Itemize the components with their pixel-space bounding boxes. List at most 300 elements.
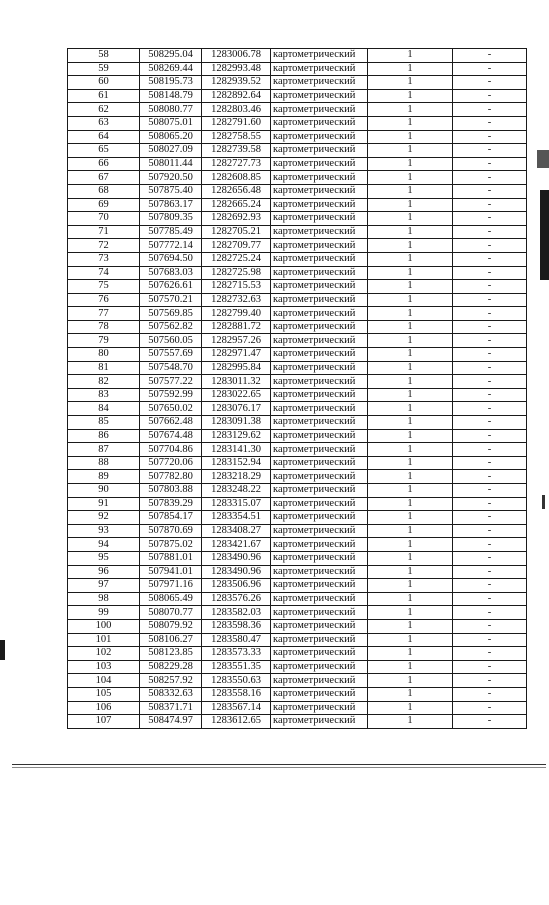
table-row (68, 375, 527, 389)
method-cell: картометрический (271, 252, 368, 266)
accuracy-cell: 1 (368, 456, 453, 470)
y-coordinate-cell: 1283408.27 (202, 524, 271, 538)
x-coordinate-cell: 507570.21 (140, 293, 202, 307)
point-number-cell: 84 (68, 402, 140, 416)
accuracy-cell: 1 (368, 579, 453, 593)
method-cell: картометрический (271, 361, 368, 375)
y-coordinate-cell: 1283576.26 (202, 592, 271, 606)
x-coordinate-cell: 508257.92 (140, 674, 202, 688)
table-row (68, 225, 527, 239)
method-cell: картометрический (271, 443, 368, 457)
note-cell: - (453, 116, 527, 130)
x-coordinate-cell: 507674.48 (140, 429, 202, 443)
method-cell: картометрический (271, 49, 368, 63)
method-cell: картометрический (271, 320, 368, 334)
accuracy-cell: 1 (368, 538, 453, 552)
coordinates-table (67, 48, 527, 729)
table-row (68, 416, 527, 430)
accuracy-cell: 1 (368, 266, 453, 280)
table-row (68, 49, 527, 63)
note-cell: - (453, 443, 527, 457)
x-coordinate-cell: 507875.02 (140, 538, 202, 552)
table-row (68, 130, 527, 144)
table-row (68, 320, 527, 334)
method-cell: картометрический (271, 647, 368, 661)
x-coordinate-cell: 507662.48 (140, 416, 202, 430)
accuracy-cell: 1 (368, 484, 453, 498)
x-coordinate-cell: 507803.88 (140, 484, 202, 498)
table-row (68, 280, 527, 294)
x-coordinate-cell: 507577.22 (140, 375, 202, 389)
x-coordinate-cell: 508075.01 (140, 116, 202, 130)
note-cell: - (453, 633, 527, 647)
y-coordinate-cell: 1283490.96 (202, 565, 271, 579)
table-row (68, 171, 527, 185)
accuracy-cell: 1 (368, 144, 453, 158)
y-coordinate-cell: 1282995.84 (202, 361, 271, 375)
point-number-cell: 77 (68, 307, 140, 321)
bottom-rule (12, 764, 546, 765)
note-cell: - (453, 701, 527, 715)
x-coordinate-cell: 507941.01 (140, 565, 202, 579)
accuracy-cell: 1 (368, 76, 453, 90)
y-coordinate-cell: 1283551.35 (202, 660, 271, 674)
point-number-cell: 62 (68, 103, 140, 117)
table-row (68, 361, 527, 375)
note-cell: - (453, 361, 527, 375)
table-row (68, 103, 527, 117)
x-coordinate-cell: 508106.27 (140, 633, 202, 647)
accuracy-cell: 1 (368, 348, 453, 362)
point-number-cell: 65 (68, 144, 140, 158)
point-number-cell: 76 (68, 293, 140, 307)
x-coordinate-cell: 508065.20 (140, 130, 202, 144)
point-number-cell: 69 (68, 198, 140, 212)
x-coordinate-cell: 507704.86 (140, 443, 202, 457)
table-row (68, 212, 527, 226)
table-row (68, 565, 527, 579)
method-cell: картометрический (271, 687, 368, 701)
scan-artifact-right-long (540, 190, 549, 280)
point-number-cell: 87 (68, 443, 140, 457)
table-row (68, 76, 527, 90)
table-row (68, 157, 527, 171)
point-number-cell: 71 (68, 225, 140, 239)
y-coordinate-cell: 1283248.22 (202, 484, 271, 498)
accuracy-cell: 1 (368, 225, 453, 239)
y-coordinate-cell: 1283076.17 (202, 402, 271, 416)
y-coordinate-cell: 1282608.85 (202, 171, 271, 185)
method-cell: картометрический (271, 293, 368, 307)
table-row (68, 701, 527, 715)
note-cell: - (453, 252, 527, 266)
x-coordinate-cell: 508148.79 (140, 89, 202, 103)
note-cell: - (453, 538, 527, 552)
note-cell: - (453, 62, 527, 76)
accuracy-cell: 1 (368, 307, 453, 321)
point-number-cell: 59 (68, 62, 140, 76)
y-coordinate-cell: 1282892.64 (202, 89, 271, 103)
accuracy-cell: 1 (368, 443, 453, 457)
accuracy-cell: 1 (368, 49, 453, 63)
note-cell: - (453, 388, 527, 402)
method-cell: картометрический (271, 579, 368, 593)
point-number-cell: 72 (68, 239, 140, 253)
table-row (68, 402, 527, 416)
table-row (68, 715, 527, 729)
x-coordinate-cell: 507548.70 (140, 361, 202, 375)
table-row (68, 660, 527, 674)
x-coordinate-cell: 508295.04 (140, 49, 202, 63)
point-number-cell: 63 (68, 116, 140, 130)
accuracy-cell: 1 (368, 660, 453, 674)
y-coordinate-cell: 1283091.38 (202, 416, 271, 430)
method-cell: картометрический (271, 592, 368, 606)
x-coordinate-cell: 508332.63 (140, 687, 202, 701)
method-cell: картометрический (271, 89, 368, 103)
note-cell: - (453, 429, 527, 443)
accuracy-cell: 1 (368, 212, 453, 226)
method-cell: картометрический (271, 171, 368, 185)
y-coordinate-cell: 1282881.72 (202, 320, 271, 334)
point-number-cell: 91 (68, 497, 140, 511)
accuracy-cell: 1 (368, 647, 453, 661)
accuracy-cell: 1 (368, 130, 453, 144)
point-number-cell: 83 (68, 388, 140, 402)
y-coordinate-cell: 1283218.29 (202, 470, 271, 484)
table-row (68, 484, 527, 498)
note-cell: - (453, 416, 527, 430)
method-cell: картометрический (271, 103, 368, 117)
method-cell: картометрический (271, 660, 368, 674)
note-cell: - (453, 184, 527, 198)
point-number-cell: 103 (68, 660, 140, 674)
y-coordinate-cell: 1282993.48 (202, 62, 271, 76)
y-coordinate-cell: 1283558.16 (202, 687, 271, 701)
accuracy-cell: 1 (368, 103, 453, 117)
y-coordinate-cell: 1283580.47 (202, 633, 271, 647)
x-coordinate-cell: 507839.29 (140, 497, 202, 511)
coordinates-table-body (68, 49, 527, 729)
point-number-cell: 61 (68, 89, 140, 103)
y-coordinate-cell: 1282799.40 (202, 307, 271, 321)
method-cell: картометрический (271, 715, 368, 729)
point-number-cell: 89 (68, 470, 140, 484)
note-cell: - (453, 606, 527, 620)
note-cell: - (453, 660, 527, 674)
x-coordinate-cell: 507920.50 (140, 171, 202, 185)
method-cell: картометрический (271, 116, 368, 130)
method-cell: картометрический (271, 76, 368, 90)
x-coordinate-cell: 507626.61 (140, 280, 202, 294)
method-cell: картометрический (271, 497, 368, 511)
table-row (68, 633, 527, 647)
x-coordinate-cell: 507809.35 (140, 212, 202, 226)
accuracy-cell: 1 (368, 701, 453, 715)
note-cell: - (453, 687, 527, 701)
table-row (68, 184, 527, 198)
point-number-cell: 66 (68, 157, 140, 171)
y-coordinate-cell: 1282725.24 (202, 252, 271, 266)
point-number-cell: 94 (68, 538, 140, 552)
method-cell: картометрический (271, 130, 368, 144)
note-cell: - (453, 402, 527, 416)
method-cell: картометрический (271, 280, 368, 294)
table-row (68, 266, 527, 280)
method-cell: картометрический (271, 334, 368, 348)
accuracy-cell: 1 (368, 416, 453, 430)
note-cell: - (453, 715, 527, 729)
accuracy-cell: 1 (368, 715, 453, 729)
point-number-cell: 101 (68, 633, 140, 647)
y-coordinate-cell: 1283152.94 (202, 456, 271, 470)
method-cell: картометрический (271, 402, 368, 416)
method-cell: картометрический (271, 674, 368, 688)
table-row (68, 348, 527, 362)
accuracy-cell: 1 (368, 89, 453, 103)
note-cell: - (453, 171, 527, 185)
accuracy-cell: 1 (368, 619, 453, 633)
y-coordinate-cell: 1283506.96 (202, 579, 271, 593)
x-coordinate-cell: 508229.28 (140, 660, 202, 674)
point-number-cell: 80 (68, 348, 140, 362)
point-number-cell: 107 (68, 715, 140, 729)
note-cell: - (453, 76, 527, 90)
note-cell: - (453, 49, 527, 63)
point-number-cell: 99 (68, 606, 140, 620)
method-cell: картометрический (271, 307, 368, 321)
y-coordinate-cell: 1282971.47 (202, 348, 271, 362)
y-coordinate-cell: 1282791.60 (202, 116, 271, 130)
accuracy-cell: 1 (368, 511, 453, 525)
x-coordinate-cell: 507592.99 (140, 388, 202, 402)
x-coordinate-cell: 507562.82 (140, 320, 202, 334)
note-cell: - (453, 157, 527, 171)
scan-artifact-right-small (542, 495, 545, 509)
point-number-cell: 70 (68, 212, 140, 226)
method-cell: картометрический (271, 225, 368, 239)
note-cell: - (453, 497, 527, 511)
point-number-cell: 93 (68, 524, 140, 538)
accuracy-cell: 1 (368, 171, 453, 185)
method-cell: картометрический (271, 239, 368, 253)
y-coordinate-cell: 1282732.63 (202, 293, 271, 307)
y-coordinate-cell: 1283141.30 (202, 443, 271, 457)
accuracy-cell: 1 (368, 239, 453, 253)
accuracy-cell: 1 (368, 388, 453, 402)
accuracy-cell: 1 (368, 674, 453, 688)
y-coordinate-cell: 1283573.33 (202, 647, 271, 661)
scan-artifact-right-top (537, 150, 549, 168)
table-row (68, 144, 527, 158)
y-coordinate-cell: 1283129.62 (202, 429, 271, 443)
note-cell: - (453, 456, 527, 470)
x-coordinate-cell: 508269.44 (140, 62, 202, 76)
note-cell: - (453, 619, 527, 633)
point-number-cell: 68 (68, 184, 140, 198)
table-row (68, 497, 527, 511)
note-cell: - (453, 89, 527, 103)
point-number-cell: 86 (68, 429, 140, 443)
point-number-cell: 98 (68, 592, 140, 606)
note-cell: - (453, 320, 527, 334)
table-row (68, 674, 527, 688)
point-number-cell: 92 (68, 511, 140, 525)
y-coordinate-cell: 1283315.07 (202, 497, 271, 511)
point-number-cell: 90 (68, 484, 140, 498)
method-cell: картометрический (271, 184, 368, 198)
point-number-cell: 74 (68, 266, 140, 280)
note-cell: - (453, 511, 527, 525)
y-coordinate-cell: 1283582.03 (202, 606, 271, 620)
x-coordinate-cell: 507971.16 (140, 579, 202, 593)
x-coordinate-cell: 508371.71 (140, 701, 202, 715)
accuracy-cell: 1 (368, 551, 453, 565)
table-row (68, 89, 527, 103)
point-number-cell: 106 (68, 701, 140, 715)
point-number-cell: 88 (68, 456, 140, 470)
note-cell: - (453, 212, 527, 226)
y-coordinate-cell: 1283567.14 (202, 701, 271, 715)
accuracy-cell: 1 (368, 606, 453, 620)
y-coordinate-cell: 1282709.77 (202, 239, 271, 253)
method-cell: картометрический (271, 388, 368, 402)
method-cell: картометрический (271, 62, 368, 76)
method-cell: картометрический (271, 144, 368, 158)
point-number-cell: 96 (68, 565, 140, 579)
y-coordinate-cell: 1282665.24 (202, 198, 271, 212)
y-coordinate-cell: 1282957.26 (202, 334, 271, 348)
accuracy-cell: 1 (368, 687, 453, 701)
table-row (68, 511, 527, 525)
x-coordinate-cell: 508011.44 (140, 157, 202, 171)
accuracy-cell: 1 (368, 198, 453, 212)
method-cell: картометрический (271, 157, 368, 171)
note-cell: - (453, 579, 527, 593)
table-row (68, 62, 527, 76)
accuracy-cell: 1 (368, 280, 453, 294)
table-row (68, 606, 527, 620)
table-row (68, 293, 527, 307)
table-row (68, 307, 527, 321)
method-cell: картометрический (271, 511, 368, 525)
point-number-cell: 60 (68, 76, 140, 90)
method-cell: картометрический (271, 470, 368, 484)
point-number-cell: 100 (68, 619, 140, 633)
point-number-cell: 58 (68, 49, 140, 63)
point-number-cell: 64 (68, 130, 140, 144)
method-cell: картометрический (271, 565, 368, 579)
note-cell: - (453, 470, 527, 484)
note-cell: - (453, 484, 527, 498)
table-row (68, 252, 527, 266)
accuracy-cell: 1 (368, 633, 453, 647)
method-cell: картометрический (271, 266, 368, 280)
x-coordinate-cell: 507782.80 (140, 470, 202, 484)
y-coordinate-cell: 1283550.63 (202, 674, 271, 688)
x-coordinate-cell: 507720.06 (140, 456, 202, 470)
y-coordinate-cell: 1282939.52 (202, 76, 271, 90)
table-row (68, 619, 527, 633)
accuracy-cell: 1 (368, 334, 453, 348)
point-number-cell: 75 (68, 280, 140, 294)
note-cell: - (453, 375, 527, 389)
note-cell: - (453, 144, 527, 158)
note-cell: - (453, 266, 527, 280)
method-cell: картометрический (271, 375, 368, 389)
y-coordinate-cell: 1283490.96 (202, 551, 271, 565)
x-coordinate-cell: 507772.14 (140, 239, 202, 253)
bottom-rule-secondary (12, 767, 546, 768)
method-cell: картометрический (271, 551, 368, 565)
y-coordinate-cell: 1283612.65 (202, 715, 271, 729)
x-coordinate-cell: 508070.77 (140, 606, 202, 620)
y-coordinate-cell: 1283006.78 (202, 49, 271, 63)
x-coordinate-cell: 507569.85 (140, 307, 202, 321)
x-coordinate-cell: 507683.03 (140, 266, 202, 280)
x-coordinate-cell: 508065.49 (140, 592, 202, 606)
x-coordinate-cell: 508027.09 (140, 144, 202, 158)
table-row (68, 592, 527, 606)
point-number-cell: 97 (68, 579, 140, 593)
accuracy-cell: 1 (368, 375, 453, 389)
note-cell: - (453, 103, 527, 117)
method-cell: картометрический (271, 484, 368, 498)
point-number-cell: 73 (68, 252, 140, 266)
note-cell: - (453, 280, 527, 294)
method-cell: картометрический (271, 538, 368, 552)
y-coordinate-cell: 1282715.53 (202, 280, 271, 294)
point-number-cell: 85 (68, 416, 140, 430)
x-coordinate-cell: 507875.40 (140, 184, 202, 198)
method-cell: картометрический (271, 416, 368, 430)
table-row (68, 687, 527, 701)
x-coordinate-cell: 507694.50 (140, 252, 202, 266)
accuracy-cell: 1 (368, 252, 453, 266)
point-number-cell: 102 (68, 647, 140, 661)
note-cell: - (453, 592, 527, 606)
point-number-cell: 82 (68, 375, 140, 389)
accuracy-cell: 1 (368, 116, 453, 130)
y-coordinate-cell: 1283354.51 (202, 511, 271, 525)
method-cell: картометрический (271, 619, 368, 633)
table-row (68, 579, 527, 593)
accuracy-cell: 1 (368, 320, 453, 334)
x-coordinate-cell: 507854.17 (140, 511, 202, 525)
table-row (68, 551, 527, 565)
point-number-cell: 104 (68, 674, 140, 688)
table-row (68, 198, 527, 212)
method-cell: картометрический (271, 429, 368, 443)
point-number-cell: 78 (68, 320, 140, 334)
accuracy-cell: 1 (368, 497, 453, 511)
note-cell: - (453, 239, 527, 253)
accuracy-cell: 1 (368, 361, 453, 375)
table-row (68, 116, 527, 130)
method-cell: картометрический (271, 212, 368, 226)
y-coordinate-cell: 1282727.73 (202, 157, 271, 171)
note-cell: - (453, 334, 527, 348)
table-row (68, 647, 527, 661)
accuracy-cell: 1 (368, 157, 453, 171)
table-row (68, 470, 527, 484)
point-number-cell: 105 (68, 687, 140, 701)
note-cell: - (453, 565, 527, 579)
table-row (68, 334, 527, 348)
note-cell: - (453, 674, 527, 688)
accuracy-cell: 1 (368, 62, 453, 76)
method-cell: картометрический (271, 633, 368, 647)
